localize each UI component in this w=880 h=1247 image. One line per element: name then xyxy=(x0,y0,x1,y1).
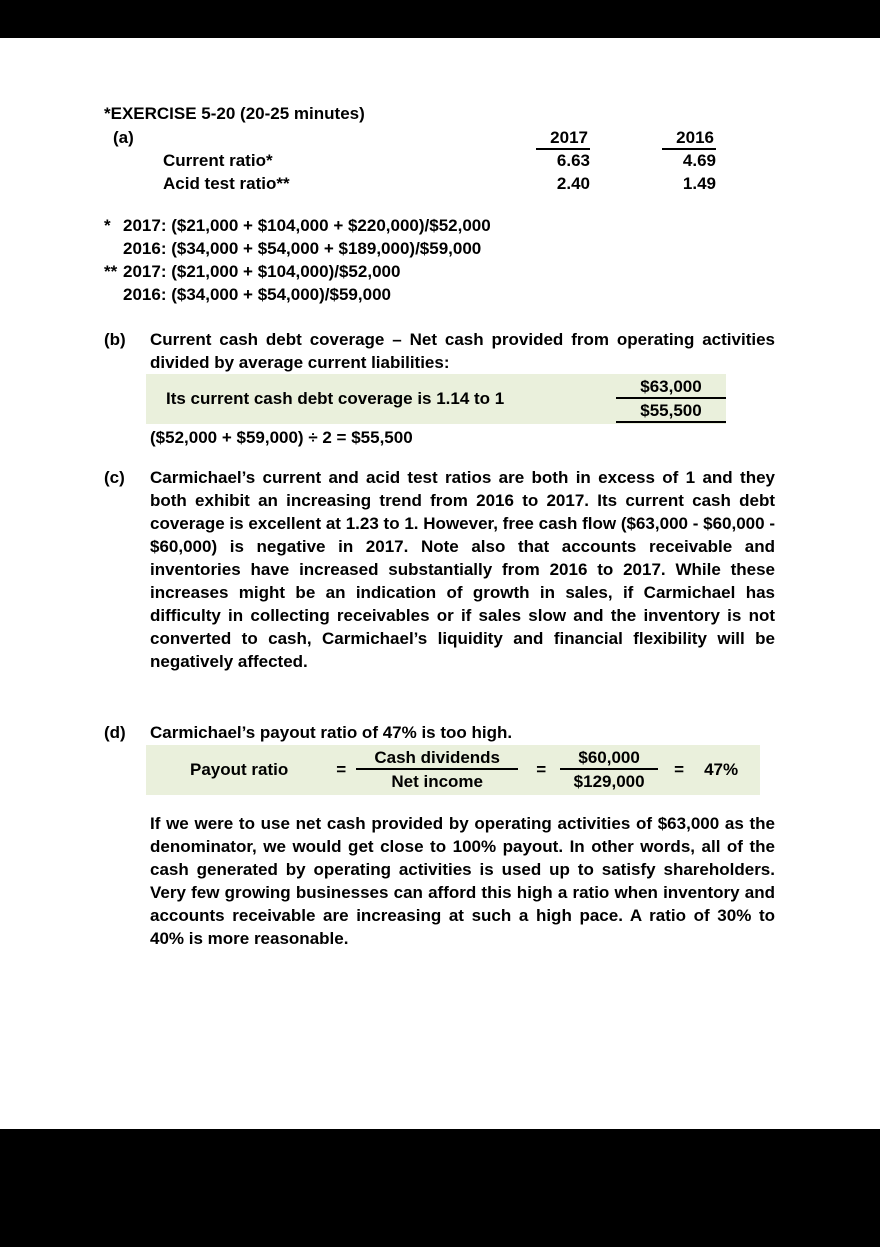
footnotes-block xyxy=(104,214,775,306)
footnote-text: 2017: ($21,000 + $104,000 + $220,000)/$52,000 xyxy=(123,216,491,235)
footnote-line xyxy=(104,237,775,260)
fraction-denominator: Net income xyxy=(391,772,483,791)
footnote-text: 2017: ($21,000 + $104,000)/$52,000 xyxy=(123,262,401,281)
part-b-intro xyxy=(104,328,775,374)
coverage-fraction xyxy=(616,375,726,423)
exercise-title: *EXERCISE 5-20 (20-25 minutes) xyxy=(104,104,365,123)
formula-fraction-words xyxy=(356,746,518,794)
part-d-text: If we were to use net cash provided by operating activities of $63,000 as the denominator, we would get close to 100% payout. In other words, all of the cash generated by operating activities is used up to satisfy shareholders. Very few growing businesses can afford this high a ratio when inventory and accounts receivable are increasing at such a high pace. A ratio of 30% to 40% is more reasonable. xyxy=(150,814,775,948)
formula-result: 47% xyxy=(704,760,739,779)
equals-sign: = xyxy=(536,760,547,779)
footnote-marker: * xyxy=(104,216,111,235)
row-label: Current ratio* xyxy=(163,151,273,170)
column-header-2016: 2016 xyxy=(662,128,716,150)
value-2017: 6.63 xyxy=(556,151,590,170)
part-d-intro-text: Carmichael’s payout ratio of 47% is too high. xyxy=(150,723,513,742)
fraction-numerator: $63,000 xyxy=(616,375,726,399)
bottom-black-bar xyxy=(0,1129,880,1247)
table-row-current-ratio xyxy=(104,151,775,174)
top-black-bar xyxy=(0,0,880,38)
part-c-text: Carmichael’s current and acid test ratios are both in excess of 1 and they both exhibit an increasing trend from 2016 to 2017. Its current cash debt coverage is excellent at 1.23 to 1. However, free cash flow ($63,000 - $60,000 - $60,000) is negative in 2017. Note also that accounts receivable and inventories have increased substantially from 2016 to 2017. While these increases might be an indication of growth in sales, if Carmichael has difficulty in collecting receivables or if sales slow and the inventory is not converted to cash, Carmichael’s liquidity and financial flexibility will be negatively affected. xyxy=(150,468,775,671)
footnote-marker xyxy=(104,283,123,306)
column-header-2017: 2017 xyxy=(536,128,590,150)
part-a-ratio-table xyxy=(104,128,775,197)
part-c-paragraph xyxy=(104,466,775,673)
part-b-intro-text: Current cash debt coverage – Net cash provided from operating activities divided by average current liabilities: xyxy=(150,330,775,372)
part-c-label: (c) xyxy=(104,468,125,487)
footnote-marker xyxy=(104,237,123,260)
part-d-intro xyxy=(104,721,775,744)
average-liabilities-calc: ($52,000 + $59,000) ÷ 2 = $55,500 xyxy=(150,428,413,447)
coverage-statement: Its current cash debt coverage is 1.14 to 1 xyxy=(166,389,505,408)
footnote-text: 2016: ($34,000 + $54,000 + $189,000)/$59,000 xyxy=(123,239,482,258)
footnote-marker: ** xyxy=(104,262,118,281)
fraction-denominator: $55,500 xyxy=(616,399,726,423)
table-row-acid-test-ratio xyxy=(104,174,775,197)
part-a-label: (a) xyxy=(113,128,134,147)
part-b-highlight-box xyxy=(146,374,726,424)
fraction-numerator: $60,000 xyxy=(560,746,658,770)
footnote-line xyxy=(104,214,775,237)
part-b-label: (b) xyxy=(104,330,126,349)
value-2016: 1.49 xyxy=(682,174,716,193)
formula-lhs: Payout ratio xyxy=(190,760,289,779)
value-2017: 2.40 xyxy=(556,174,590,193)
formula-fraction-numbers xyxy=(560,746,658,794)
row-label: Acid test ratio** xyxy=(163,174,290,193)
fraction-denominator: $129,000 xyxy=(573,772,645,791)
footnote-line xyxy=(104,283,775,306)
part-d-label: (d) xyxy=(104,723,126,742)
fraction-numerator: Cash dividends xyxy=(356,746,518,770)
payout-ratio-formula-box xyxy=(146,745,760,795)
equals-sign: = xyxy=(674,760,685,779)
table-header-row xyxy=(104,128,775,151)
value-2016: 4.69 xyxy=(682,151,716,170)
footnote-line xyxy=(104,260,775,283)
footnote-text: 2016: ($34,000 + $54,000)/$59,000 xyxy=(123,285,391,304)
equals-sign: = xyxy=(336,760,347,779)
